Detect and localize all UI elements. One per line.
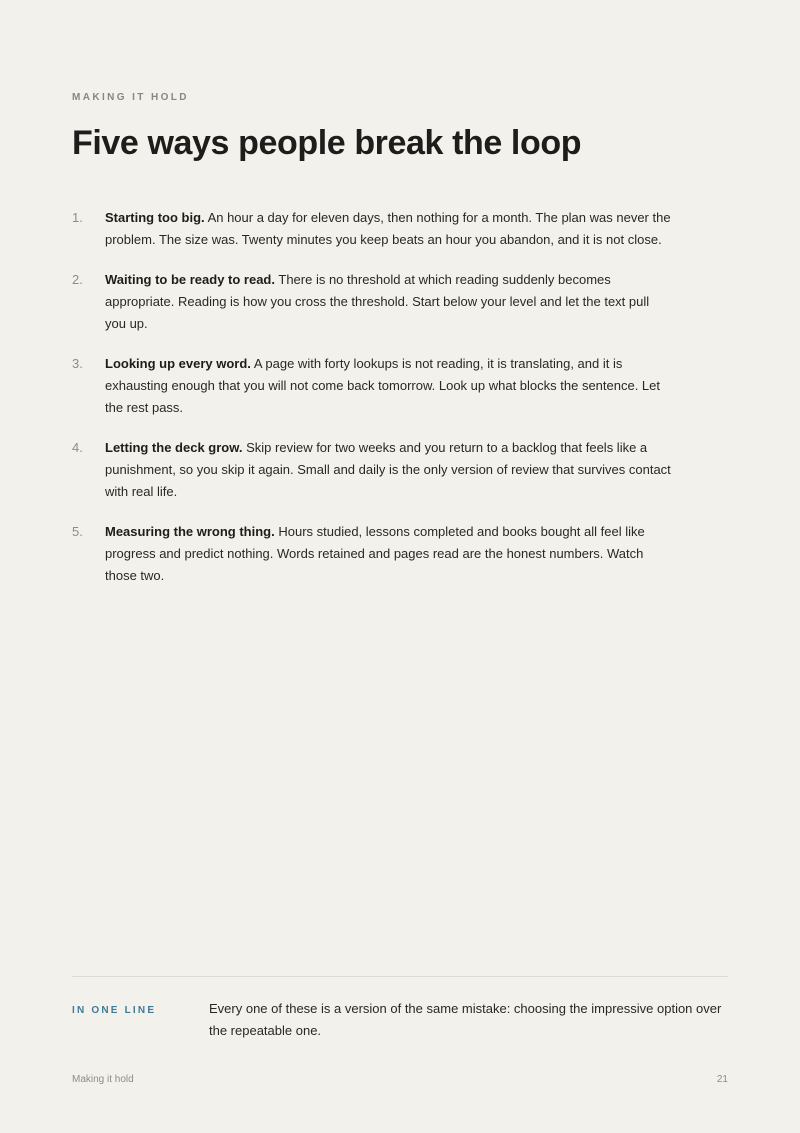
- item-text: Hours studied, lessons completed and books bought all feel like progress and predict nothing. Words retained and pages read are the honest numbers. Watch those two.: [105, 524, 645, 583]
- list-item: [72, 521, 672, 587]
- mistakes-list: [72, 207, 672, 605]
- list-item: [72, 353, 672, 419]
- item-lead: Looking up every word.: [105, 356, 251, 371]
- summary-divider: [72, 976, 728, 977]
- item-text: Skip review for two weeks and you return to a backlog that feels like a punishment, so you skip it again. Small and daily is the only version of review that survives contact with real life.: [105, 440, 671, 499]
- list-item: [72, 269, 672, 335]
- footer-section-name: Making it hold: [72, 1074, 134, 1085]
- item-number: 3.: [72, 356, 83, 371]
- item-number: 5.: [72, 524, 83, 539]
- item-lead: Starting too big.: [105, 210, 205, 225]
- item-text: There is no threshold at which reading suddenly becomes appropriate. Reading is how you cross the threshold. Start below your level and let the text pull you up.: [105, 272, 650, 331]
- summary-text: Every one of these is a version of the same mistake: choosing the impressive option over the repeatable one.: [209, 1001, 722, 1038]
- item-text: An hour a day for eleven days, then nothing for a month. The plan was never the problem. The size was. Twenty minutes you keep beats an hour you abandon, and it is not close.: [105, 210, 671, 247]
- item-lead: Waiting to be ready to read.: [105, 272, 275, 287]
- item-text: A page with forty lookups is not reading, it is translating, and it is exhausting enough that you will not come back tomorrow. Look up what blocks the sentence. Let the rest pass.: [105, 356, 661, 415]
- page-title: Five ways people break the loop: [72, 124, 582, 162]
- item-number: 2.: [72, 272, 83, 287]
- item-number: 4.: [72, 440, 83, 455]
- list-item: [72, 437, 672, 503]
- item-lead: Measuring the wrong thing.: [105, 524, 275, 539]
- page-number: 21: [716, 1074, 728, 1085]
- item-lead: Letting the deck grow.: [105, 440, 243, 455]
- section-eyebrow: MAKING IT HOLD: [72, 92, 189, 103]
- list-item: [72, 207, 672, 251]
- item-number: 1.: [72, 210, 83, 225]
- summary-label: IN ONE LINE: [72, 1005, 157, 1016]
